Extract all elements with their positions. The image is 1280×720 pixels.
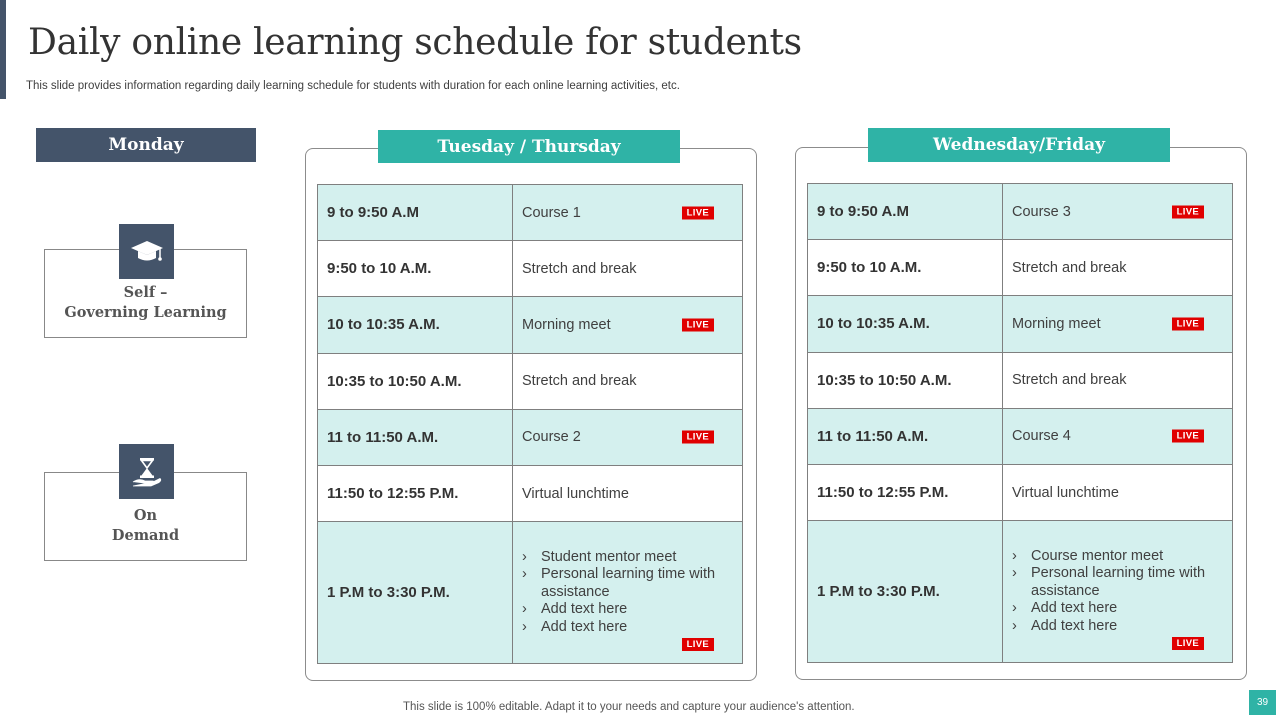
tuesday-thursday-schedule-table [317,184,743,664]
slide-footer: This slide is 100% editable. Adapt it to your needs and capture your audience's attention. [403,701,855,713]
live-badge: LIVE [682,206,714,219]
activity-text: Course 4 [1012,428,1071,445]
wednesday-friday-header: Wednesday/Friday [868,128,1170,162]
activity-cell [1003,521,1233,663]
table-row [318,522,743,664]
live-badge: LIVE [1172,205,1204,218]
time-cell: 1 P.M to 3:30 P.M. [318,522,513,664]
live-badge: LIVE [1172,317,1204,330]
activity-text: Course 3 [1012,203,1071,220]
table-row [318,353,743,409]
activity-cell [1003,464,1233,520]
list-item: › Personal learning time with assistance [522,566,742,601]
activity-cell [1003,408,1233,464]
list-item: › Personal learning time with assistance [1012,565,1232,600]
activity-text: Stretch and break [522,260,637,277]
list-item: › Student mentor meet [522,549,742,567]
self-governing-label: Self – Governing Learning [64,284,227,321]
activity-list [522,549,742,637]
activity-text: Stretch and break [1012,259,1127,276]
table-row [318,185,743,241]
activity-text: Course 2 [522,429,581,446]
activity-cell [1003,296,1233,352]
table-row [808,464,1233,520]
table-row [318,241,743,297]
time-cell: 10:35 to 10:50 A.M. [808,352,1003,408]
table-row [318,465,743,521]
table-row [808,240,1233,296]
list-item: › Add text here [522,619,742,637]
activity-text: Stretch and break [522,373,637,390]
activity-cell [1003,352,1233,408]
table-row [318,297,743,353]
activity-cell [513,185,743,241]
time-cell: 10:35 to 10:50 A.M. [318,353,513,409]
list-item: › Add text here [1012,600,1232,618]
activity-cell [513,522,743,664]
activity-text: Morning meet [1012,315,1101,332]
graduation-cap-icon [119,224,174,279]
table-row [808,408,1233,464]
activity-text: Virtual lunchtime [522,485,629,502]
live-badge: LIVE [682,431,714,444]
table-row [808,296,1233,352]
activity-cell [513,297,743,353]
table-row [808,352,1233,408]
table-row [808,184,1233,240]
activity-text: Morning meet [522,316,611,333]
activity-cell [513,241,743,297]
time-cell: 11 to 11:50 A.M. [808,408,1003,464]
activity-cell [513,465,743,521]
hourglass-hand-icon [119,444,174,499]
on-demand-label: On Demand [111,507,180,544]
time-cell: 1 P.M to 3:30 P.M. [808,521,1003,663]
activity-list [1012,548,1232,636]
time-cell: 9 to 9:50 A.M [808,184,1003,240]
activity-cell [1003,184,1233,240]
page-number: 39 [1249,690,1276,715]
time-cell: 11:50 to 12:55 P.M. [808,464,1003,520]
activity-text: Virtual lunchtime [1012,484,1119,501]
table-row [808,521,1233,663]
activity-cell [1003,240,1233,296]
time-cell: 11:50 to 12:55 P.M. [318,465,513,521]
time-cell: 9:50 to 10 A.M. [808,240,1003,296]
activity-cell [513,353,743,409]
activity-cell [513,409,743,465]
live-badge: LIVE [682,318,714,331]
time-cell: 10 to 10:35 A.M. [808,296,1003,352]
live-badge: LIVE [682,638,714,651]
list-item: › Course mentor meet [1012,548,1232,566]
monday-header: Monday [36,128,256,162]
wednesday-friday-schedule-table [807,183,1233,663]
live-badge: LIVE [1172,637,1204,650]
table-row [318,409,743,465]
live-badge: LIVE [1172,430,1204,443]
slide-subtitle: This slide provides information regarding daily learning schedule for students with duration for each online learning activities, etc. [26,80,680,92]
time-cell: 11 to 11:50 A.M. [318,409,513,465]
list-item: › Add text here [1012,618,1232,636]
slide-title: Daily online learning schedule for students [28,22,802,63]
time-cell: 9 to 9:50 A.M [318,185,513,241]
time-cell: 9:50 to 10 A.M. [318,241,513,297]
list-item: › Add text here [522,601,742,619]
activity-text: Stretch and break [1012,372,1127,389]
time-cell: 10 to 10:35 A.M. [318,297,513,353]
tuesday-thursday-header: Tuesday / Thursday [378,130,680,163]
title-accent-bar [0,0,6,99]
activity-text: Course 1 [522,204,581,221]
